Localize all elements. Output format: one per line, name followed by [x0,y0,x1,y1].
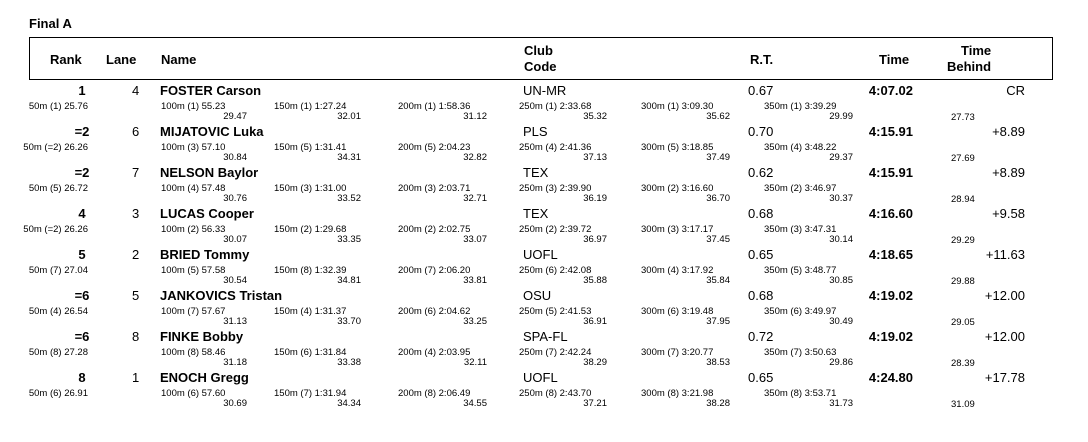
split-interval: 37.95 [706,316,730,327]
time-header: Time [879,52,910,67]
time-behind: +9.58 [992,206,1025,221]
split-cumulative: 300m (7) 3:20.77 [641,347,714,358]
lane-cell: 8 [132,329,140,344]
split-interval: 37.49 [706,152,730,163]
split-cumulative: 100m (2) 56.33 [161,224,226,235]
club-code: OSU [523,288,552,303]
split-interval: 32.01 [337,111,361,122]
athlete-name: FOSTER Carson [160,83,262,98]
split-cumulative: 100m (8) 58.46 [161,347,226,358]
split-cumulative: 250m (5) 2:41.53 [519,306,592,317]
split-cumulative: 200m (4) 2:03.95 [398,347,471,358]
rank-cell: 1 [78,83,86,98]
split-cumulative: 300m (2) 3:16.60 [641,183,714,194]
rank-cell: 5 [78,247,86,262]
reaction-time: 0.72 [748,329,774,344]
athlete-name: FINKE Bobby [160,329,244,344]
split-interval: 35.32 [583,111,607,122]
athlete-name: ENOCH Gregg [160,370,249,385]
split-cumulative: 350m (2) 3:46.97 [764,183,837,194]
time-behind: +8.89 [992,165,1025,180]
split-interval: 30.76 [223,193,247,204]
split-interval: 37.13 [583,152,607,163]
split-cumulative: 350m (4) 3:48.22 [764,142,837,153]
lane-cell: 6 [132,124,140,139]
split-last-interval: 27.69 [951,153,975,164]
athlete-name: JANKOVICS Tristan [160,288,283,303]
split-interval: 31.18 [223,357,247,368]
club-header-line1: Club [524,43,553,58]
split-cumulative: 300m (1) 3:09.30 [641,101,714,112]
athlete-row [0,206,1088,247]
athlete-row [0,329,1088,370]
split-last-interval: 29.29 [951,235,975,246]
split-cumulative: 350m (8) 3:53.71 [764,388,837,399]
split-interval: 36.97 [583,234,607,245]
split-last-interval: 28.39 [951,358,975,369]
split-last-interval: 29.88 [951,276,975,287]
split-cumulative: 350m (5) 3:48.77 [764,265,837,276]
split-interval: 29.86 [829,357,853,368]
split-interval: 38.53 [706,357,730,368]
split-interval: 37.45 [706,234,730,245]
split-interval: 34.31 [337,152,361,163]
final-time: 4:07.02 [868,83,913,98]
final-time: 4:24.80 [868,370,913,385]
rank-cell: =2 [74,165,90,180]
rank-cell: 8 [78,370,86,385]
split-cumulative: 300m (4) 3:17.92 [641,265,714,276]
split-50m: 50m (=2) 26.26 [23,142,88,153]
split-cumulative: 250m (2) 2:39.72 [519,224,592,235]
split-cumulative: 200m (3) 2:03.71 [398,183,471,194]
split-cumulative: 250m (8) 2:43.70 [519,388,592,399]
split-interval: 35.84 [706,275,730,286]
split-interval: 31.13 [223,316,247,327]
split-cumulative: 150m (6) 1:31.84 [274,347,347,358]
split-interval: 34.55 [463,398,487,409]
split-interval: 30.49 [829,316,853,327]
athlete-name: MIJATOVIC Luka [160,124,264,139]
rank-cell: =2 [74,124,90,139]
club-code: UN-MR [523,83,567,98]
final-time: 4:15.91 [868,124,913,139]
split-cumulative: 200m (1) 1:58.36 [398,101,471,112]
time-behind-header-line2: Behind [947,59,992,74]
club-code: TEX [523,165,549,180]
time-behind: +17.78 [984,370,1025,385]
split-interval: 30.85 [829,275,853,286]
split-cumulative: 150m (2) 1:29.68 [274,224,347,235]
reaction-time: 0.68 [748,288,774,303]
split-cumulative: 350m (6) 3:49.97 [764,306,837,317]
split-50m: 50m (1) 25.76 [28,101,88,112]
split-cumulative: 350m (7) 3:50.63 [764,347,837,358]
split-interval: 32.71 [463,193,487,204]
lane-cell: 1 [132,370,140,385]
split-cumulative: 250m (7) 2:42.24 [519,347,592,358]
athlete-row [0,83,1088,124]
split-interval: 33.35 [337,234,361,245]
split-interval: 31.73 [829,398,853,409]
split-interval: 30.54 [223,275,247,286]
split-cumulative: 300m (3) 3:17.17 [641,224,714,235]
split-interval: 36.91 [583,316,607,327]
split-cumulative: 100m (5) 57.58 [161,265,226,276]
split-cumulative: 200m (7) 2:06.20 [398,265,471,276]
time-behind-header-line1: Time [961,43,992,58]
split-cumulative: 100m (7) 57.67 [161,306,226,317]
rank-cell: =6 [74,288,90,303]
split-interval: 37.21 [583,398,607,409]
reaction-time: 0.62 [748,165,774,180]
athlete-row [0,165,1088,206]
club-code: TEX [523,206,549,221]
split-cumulative: 300m (8) 3:21.98 [641,388,714,399]
split-cumulative: 150m (3) 1:31.00 [274,183,347,194]
split-50m: 50m (5) 26.72 [28,183,88,194]
split-interval: 32.11 [463,357,487,368]
split-interval: 36.70 [706,193,730,204]
split-interval: 33.38 [337,357,361,368]
split-cumulative: 250m (1) 2:33.68 [519,101,592,112]
reaction-time: 0.70 [748,124,774,139]
page-title: Final A [29,16,72,31]
final-time: 4:18.65 [868,247,913,262]
split-interval: 30.37 [829,193,853,204]
final-time: 4:16.60 [868,206,913,221]
split-interval: 35.88 [583,275,607,286]
split-interval: 38.29 [583,357,607,368]
time-behind: +12.00 [984,288,1025,303]
final-time: 4:19.02 [868,288,913,303]
club-header-line2: Code [524,59,557,74]
rank-cell: 4 [78,206,86,221]
split-interval: 30.14 [829,234,853,245]
athlete-name: BRIED Tommy [160,247,250,262]
reaction-time: 0.67 [748,83,774,98]
lane-cell: 4 [132,83,140,98]
lane-header: Lane [106,52,137,67]
split-interval: 29.99 [829,111,853,122]
split-cumulative: 350m (1) 3:39.29 [764,101,837,112]
split-cumulative: 200m (6) 2:04.62 [398,306,471,317]
split-interval: 35.62 [706,111,730,122]
split-cumulative: 150m (8) 1:32.39 [274,265,347,276]
split-cumulative: 300m (6) 3:19.48 [641,306,714,317]
lane-cell: 2 [132,247,140,262]
time-behind: +8.89 [992,124,1025,139]
split-last-interval: 27.73 [951,112,975,123]
split-50m: 50m (=2) 26.26 [23,224,88,235]
split-cumulative: 250m (6) 2:42.08 [519,265,592,276]
time-behind: +12.00 [984,329,1025,344]
final-time: 4:19.02 [868,329,913,344]
split-cumulative: 250m (4) 2:41.36 [519,142,592,153]
split-interval: 29.47 [223,111,247,122]
split-cumulative: 150m (1) 1:27.24 [274,101,347,112]
split-cumulative: 300m (5) 3:18.85 [641,142,714,153]
split-interval: 29.37 [829,152,853,163]
split-interval: 36.19 [583,193,607,204]
athlete-name: NELSON Baylor [160,165,259,180]
split-cumulative: 150m (5) 1:31.41 [274,142,347,153]
athlete-row [0,288,1088,329]
club-code: PLS [523,124,548,139]
split-50m: 50m (6) 26.91 [28,388,88,399]
reaction-time: 0.65 [748,370,774,385]
rt-header: R.T. [750,52,774,67]
athlete-row [0,370,1088,411]
split-cumulative: 200m (8) 2:06.49 [398,388,471,399]
rank-header: Rank [50,52,82,67]
athlete-row [0,124,1088,165]
split-last-interval: 29.05 [951,317,975,328]
split-interval: 34.34 [337,398,361,409]
time-behind: CR [1006,83,1025,98]
split-cumulative: 100m (3) 57.10 [161,142,226,153]
split-interval: 30.84 [223,152,247,163]
results-header [29,37,1053,80]
split-cumulative: 250m (3) 2:39.90 [519,183,592,194]
split-interval: 33.25 [463,316,487,327]
split-cumulative: 100m (6) 57.60 [161,388,226,399]
split-interval: 30.07 [223,234,247,245]
split-last-interval: 31.09 [951,399,975,410]
split-interval: 33.70 [337,316,361,327]
split-interval: 30.69 [223,398,247,409]
time-behind: +11.63 [985,247,1025,262]
split-cumulative: 200m (5) 2:04.23 [398,142,471,153]
athlete-name: LUCAS Cooper [160,206,254,221]
rank-cell: =6 [74,329,90,344]
reaction-time: 0.65 [748,247,774,262]
split-interval: 33.07 [463,234,487,245]
split-last-interval: 28.94 [951,194,975,205]
split-interval: 33.81 [463,275,487,286]
split-interval: 38.28 [706,398,730,409]
club-code: UOFL [523,247,558,262]
split-50m: 50m (8) 27.28 [28,347,88,358]
split-cumulative: 200m (2) 2:02.75 [398,224,471,235]
final-time: 4:15.91 [868,165,913,180]
split-interval: 31.12 [463,111,487,122]
lane-cell: 5 [132,288,140,303]
club-code: SPA-FL [523,329,568,344]
split-interval: 33.52 [337,193,361,204]
lane-cell: 7 [132,165,140,180]
split-cumulative: 150m (4) 1:31.37 [274,306,347,317]
split-interval: 32.82 [463,152,487,163]
split-50m: 50m (7) 27.04 [28,265,88,276]
split-cumulative: 150m (7) 1:31.94 [274,388,347,399]
split-50m: 50m (4) 26.54 [28,306,88,317]
lane-cell: 3 [132,206,140,221]
club-code: UOFL [523,370,558,385]
split-cumulative: 100m (1) 55.23 [161,101,226,112]
split-interval: 34.81 [337,275,361,286]
reaction-time: 0.68 [748,206,774,221]
name-header: Name [161,52,197,67]
athlete-row [0,247,1088,288]
split-cumulative: 100m (4) 57.48 [161,183,226,194]
split-cumulative: 350m (3) 3:47.31 [764,224,837,235]
